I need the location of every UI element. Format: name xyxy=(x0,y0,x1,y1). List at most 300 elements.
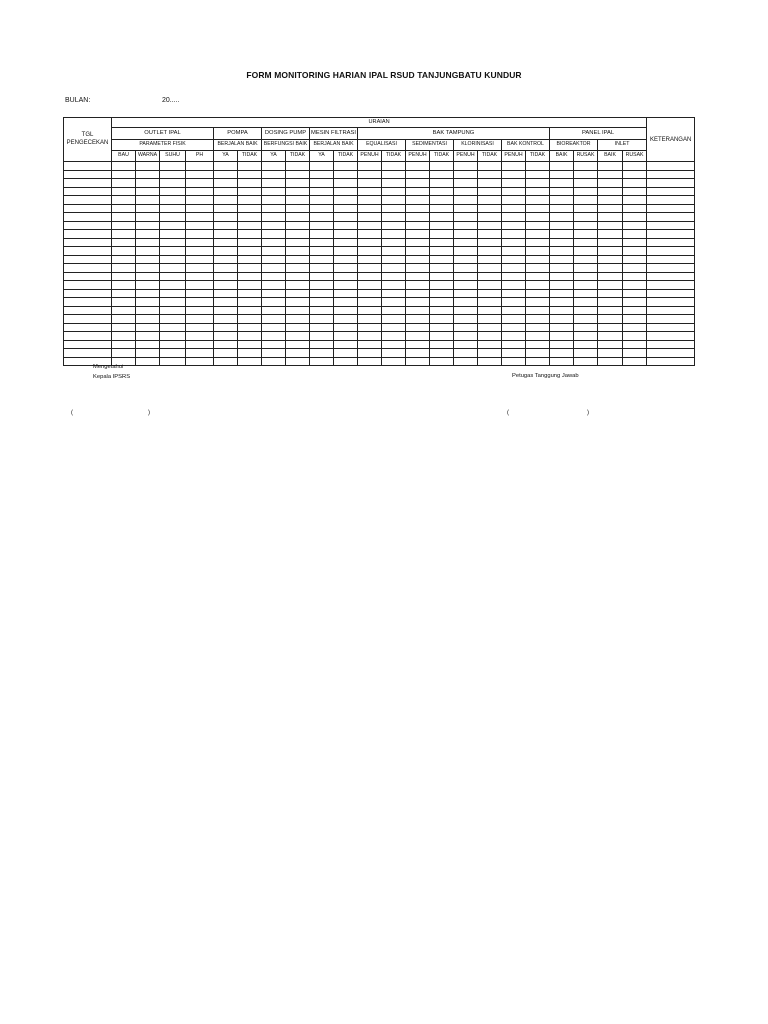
table-cell[interactable] xyxy=(526,196,550,205)
table-cell[interactable] xyxy=(334,162,358,171)
table-cell[interactable] xyxy=(310,179,334,188)
table-cell[interactable] xyxy=(598,349,623,358)
table-cell[interactable] xyxy=(358,162,382,171)
table-cell[interactable] xyxy=(64,298,112,307)
table-cell[interactable] xyxy=(310,340,334,349)
table-cell[interactable] xyxy=(214,255,238,264)
table-cell[interactable] xyxy=(623,272,647,281)
table-cell[interactable] xyxy=(502,306,526,315)
table-cell[interactable] xyxy=(310,238,334,247)
table-cell[interactable] xyxy=(478,204,502,213)
table-cell[interactable] xyxy=(647,340,695,349)
table-cell[interactable] xyxy=(526,162,550,171)
table-cell[interactable] xyxy=(526,170,550,179)
table-cell[interactable] xyxy=(238,323,262,332)
table-cell[interactable] xyxy=(112,221,136,230)
table-cell[interactable] xyxy=(430,323,454,332)
table-cell[interactable] xyxy=(112,315,136,324)
table-cell[interactable] xyxy=(262,340,286,349)
table-cell[interactable] xyxy=(574,340,598,349)
table-cell[interactable] xyxy=(310,221,334,230)
table-cell[interactable] xyxy=(478,264,502,273)
table-cell[interactable] xyxy=(334,221,358,230)
table-cell[interactable] xyxy=(647,264,695,273)
table-cell[interactable] xyxy=(598,213,623,222)
table-cell[interactable] xyxy=(238,289,262,298)
table-cell[interactable] xyxy=(382,272,406,281)
table-cell[interactable] xyxy=(647,196,695,205)
table-cell[interactable] xyxy=(382,349,406,358)
table-cell[interactable] xyxy=(310,264,334,273)
table-cell[interactable] xyxy=(136,179,160,188)
table-cell[interactable] xyxy=(454,170,478,179)
table-cell[interactable] xyxy=(550,255,574,264)
table-cell[interactable] xyxy=(430,221,454,230)
table-cell[interactable] xyxy=(310,272,334,281)
table-cell[interactable] xyxy=(334,340,358,349)
table-cell[interactable] xyxy=(64,289,112,298)
table-cell[interactable] xyxy=(262,323,286,332)
table-cell[interactable] xyxy=(186,298,214,307)
table-cell[interactable] xyxy=(574,221,598,230)
table-cell[interactable] xyxy=(64,196,112,205)
table-cell[interactable] xyxy=(550,170,574,179)
table-cell[interactable] xyxy=(262,204,286,213)
table-cell[interactable] xyxy=(406,315,430,324)
table-cell[interactable] xyxy=(286,162,310,171)
table-cell[interactable] xyxy=(430,306,454,315)
table-cell[interactable] xyxy=(334,306,358,315)
table-cell[interactable] xyxy=(214,196,238,205)
table-cell[interactable] xyxy=(598,315,623,324)
table-cell[interactable] xyxy=(358,255,382,264)
table-cell[interactable] xyxy=(454,187,478,196)
table-cell[interactable] xyxy=(526,187,550,196)
table-cell[interactable] xyxy=(502,357,526,366)
table-cell[interactable] xyxy=(186,213,214,222)
table-cell[interactable] xyxy=(574,238,598,247)
table-cell[interactable] xyxy=(574,230,598,239)
table-cell[interactable] xyxy=(334,357,358,366)
table-cell[interactable] xyxy=(214,179,238,188)
table-cell[interactable] xyxy=(358,187,382,196)
table-cell[interactable] xyxy=(406,357,430,366)
table-cell[interactable] xyxy=(647,204,695,213)
table-cell[interactable] xyxy=(286,323,310,332)
table-cell[interactable] xyxy=(160,213,186,222)
table-cell[interactable] xyxy=(502,315,526,324)
table-cell[interactable] xyxy=(550,230,574,239)
table-cell[interactable] xyxy=(262,238,286,247)
table-cell[interactable] xyxy=(334,255,358,264)
table-cell[interactable] xyxy=(623,264,647,273)
table-cell[interactable] xyxy=(406,162,430,171)
table-cell[interactable] xyxy=(430,255,454,264)
table-cell[interactable] xyxy=(214,315,238,324)
table-cell[interactable] xyxy=(478,298,502,307)
table-cell[interactable] xyxy=(310,298,334,307)
table-cell[interactable] xyxy=(623,179,647,188)
table-cell[interactable] xyxy=(136,238,160,247)
table-cell[interactable] xyxy=(454,306,478,315)
table-cell[interactable] xyxy=(64,349,112,358)
table-cell[interactable] xyxy=(406,264,430,273)
table-cell[interactable] xyxy=(310,281,334,290)
table-cell[interactable] xyxy=(310,170,334,179)
table-cell[interactable] xyxy=(214,247,238,256)
table-cell[interactable] xyxy=(214,332,238,341)
table-cell[interactable] xyxy=(406,213,430,222)
table-cell[interactable] xyxy=(430,349,454,358)
table-cell[interactable] xyxy=(136,247,160,256)
table-cell[interactable] xyxy=(186,349,214,358)
table-cell[interactable] xyxy=(502,204,526,213)
table-cell[interactable] xyxy=(286,281,310,290)
table-cell[interactable] xyxy=(598,289,623,298)
table-cell[interactable] xyxy=(623,332,647,341)
table-cell[interactable] xyxy=(526,221,550,230)
table-cell[interactable] xyxy=(262,170,286,179)
table-cell[interactable] xyxy=(430,162,454,171)
table-cell[interactable] xyxy=(623,238,647,247)
table-cell[interactable] xyxy=(112,289,136,298)
table-cell[interactable] xyxy=(186,264,214,273)
table-cell[interactable] xyxy=(186,255,214,264)
table-cell[interactable] xyxy=(64,315,112,324)
table-cell[interactable] xyxy=(136,340,160,349)
table-cell[interactable] xyxy=(454,315,478,324)
table-cell[interactable] xyxy=(186,272,214,281)
table-cell[interactable] xyxy=(574,349,598,358)
table-cell[interactable] xyxy=(623,230,647,239)
table-cell[interactable] xyxy=(623,221,647,230)
table-cell[interactable] xyxy=(64,323,112,332)
table-cell[interactable] xyxy=(238,315,262,324)
table-cell[interactable] xyxy=(136,349,160,358)
table-cell[interactable] xyxy=(550,264,574,273)
table-cell[interactable] xyxy=(502,264,526,273)
table-cell[interactable] xyxy=(430,332,454,341)
table-cell[interactable] xyxy=(112,230,136,239)
table-cell[interactable] xyxy=(526,238,550,247)
table-cell[interactable] xyxy=(454,289,478,298)
table-cell[interactable] xyxy=(574,323,598,332)
table-cell[interactable] xyxy=(502,170,526,179)
table-cell[interactable] xyxy=(454,204,478,213)
table-cell[interactable] xyxy=(358,196,382,205)
table-cell[interactable] xyxy=(186,204,214,213)
table-cell[interactable] xyxy=(430,204,454,213)
table-cell[interactable] xyxy=(478,255,502,264)
table-cell[interactable] xyxy=(574,315,598,324)
table-cell[interactable] xyxy=(64,204,112,213)
table-cell[interactable] xyxy=(382,323,406,332)
table-cell[interactable] xyxy=(186,162,214,171)
table-cell[interactable] xyxy=(214,221,238,230)
table-cell[interactable] xyxy=(358,247,382,256)
table-cell[interactable] xyxy=(238,230,262,239)
table-cell[interactable] xyxy=(112,170,136,179)
table-cell[interactable] xyxy=(478,230,502,239)
table-cell[interactable] xyxy=(186,315,214,324)
table-cell[interactable] xyxy=(623,306,647,315)
table-cell[interactable] xyxy=(647,298,695,307)
table-cell[interactable] xyxy=(214,289,238,298)
table-cell[interactable] xyxy=(598,162,623,171)
table-cell[interactable] xyxy=(478,357,502,366)
table-cell[interactable] xyxy=(310,332,334,341)
table-cell[interactable] xyxy=(238,213,262,222)
table-cell[interactable] xyxy=(502,289,526,298)
table-cell[interactable] xyxy=(526,298,550,307)
table-cell[interactable] xyxy=(502,213,526,222)
table-cell[interactable] xyxy=(160,332,186,341)
table-cell[interactable] xyxy=(186,187,214,196)
table-cell[interactable] xyxy=(550,162,574,171)
table-cell[interactable] xyxy=(502,272,526,281)
table-cell[interactable] xyxy=(382,170,406,179)
table-cell[interactable] xyxy=(112,298,136,307)
table-cell[interactable] xyxy=(286,221,310,230)
table-cell[interactable] xyxy=(574,170,598,179)
table-cell[interactable] xyxy=(502,298,526,307)
table-cell[interactable] xyxy=(454,264,478,273)
table-cell[interactable] xyxy=(334,272,358,281)
table-cell[interactable] xyxy=(550,298,574,307)
table-cell[interactable] xyxy=(136,332,160,341)
table-cell[interactable] xyxy=(430,196,454,205)
table-cell[interactable] xyxy=(647,306,695,315)
table-cell[interactable] xyxy=(526,264,550,273)
table-cell[interactable] xyxy=(598,255,623,264)
table-cell[interactable] xyxy=(598,298,623,307)
table-cell[interactable] xyxy=(478,221,502,230)
table-cell[interactable] xyxy=(334,230,358,239)
table-cell[interactable] xyxy=(262,179,286,188)
table-cell[interactable] xyxy=(238,204,262,213)
table-cell[interactable] xyxy=(334,187,358,196)
table-cell[interactable] xyxy=(160,357,186,366)
table-cell[interactable] xyxy=(574,204,598,213)
table-cell[interactable] xyxy=(262,357,286,366)
table-cell[interactable] xyxy=(382,281,406,290)
table-cell[interactable] xyxy=(454,221,478,230)
table-cell[interactable] xyxy=(334,264,358,273)
table-cell[interactable] xyxy=(160,162,186,171)
table-cell[interactable] xyxy=(502,196,526,205)
table-cell[interactable] xyxy=(478,238,502,247)
table-cell[interactable] xyxy=(454,340,478,349)
table-cell[interactable] xyxy=(478,323,502,332)
table-cell[interactable] xyxy=(112,272,136,281)
table-cell[interactable] xyxy=(550,306,574,315)
table-cell[interactable] xyxy=(526,247,550,256)
table-cell[interactable] xyxy=(136,170,160,179)
table-cell[interactable] xyxy=(526,332,550,341)
table-cell[interactable] xyxy=(406,238,430,247)
table-cell[interactable] xyxy=(478,281,502,290)
table-cell[interactable] xyxy=(550,349,574,358)
table-cell[interactable] xyxy=(286,315,310,324)
table-cell[interactable] xyxy=(598,247,623,256)
table-cell[interactable] xyxy=(358,349,382,358)
table-cell[interactable] xyxy=(136,264,160,273)
table-cell[interactable] xyxy=(160,272,186,281)
table-cell[interactable] xyxy=(454,349,478,358)
table-cell[interactable] xyxy=(262,187,286,196)
table-cell[interactable] xyxy=(214,272,238,281)
table-cell[interactable] xyxy=(186,357,214,366)
table-cell[interactable] xyxy=(64,179,112,188)
table-cell[interactable] xyxy=(238,255,262,264)
table-cell[interactable] xyxy=(214,306,238,315)
table-cell[interactable] xyxy=(286,349,310,358)
table-cell[interactable] xyxy=(623,162,647,171)
table-cell[interactable] xyxy=(406,247,430,256)
table-cell[interactable] xyxy=(358,204,382,213)
table-cell[interactable] xyxy=(136,306,160,315)
table-cell[interactable] xyxy=(526,281,550,290)
table-cell[interactable] xyxy=(526,204,550,213)
table-cell[interactable] xyxy=(112,332,136,341)
table-cell[interactable] xyxy=(550,179,574,188)
table-cell[interactable] xyxy=(214,357,238,366)
table-cell[interactable] xyxy=(186,221,214,230)
table-cell[interactable] xyxy=(454,272,478,281)
table-cell[interactable] xyxy=(526,255,550,264)
table-cell[interactable] xyxy=(262,196,286,205)
table-cell[interactable] xyxy=(214,281,238,290)
table-cell[interactable] xyxy=(112,196,136,205)
table-cell[interactable] xyxy=(238,272,262,281)
table-cell[interactable] xyxy=(136,187,160,196)
table-cell[interactable] xyxy=(214,323,238,332)
table-cell[interactable] xyxy=(430,179,454,188)
table-cell[interactable] xyxy=(647,247,695,256)
table-cell[interactable] xyxy=(286,340,310,349)
table-cell[interactable] xyxy=(406,230,430,239)
table-cell[interactable] xyxy=(647,187,695,196)
table-cell[interactable] xyxy=(598,357,623,366)
table-cell[interactable] xyxy=(238,170,262,179)
table-cell[interactable] xyxy=(454,332,478,341)
table-cell[interactable] xyxy=(64,230,112,239)
table-cell[interactable] xyxy=(382,255,406,264)
table-cell[interactable] xyxy=(574,332,598,341)
table-cell[interactable] xyxy=(310,289,334,298)
table-cell[interactable] xyxy=(574,187,598,196)
table-cell[interactable] xyxy=(358,281,382,290)
table-cell[interactable] xyxy=(526,230,550,239)
table-cell[interactable] xyxy=(623,247,647,256)
table-cell[interactable] xyxy=(64,247,112,256)
table-cell[interactable] xyxy=(64,221,112,230)
table-cell[interactable] xyxy=(647,357,695,366)
table-cell[interactable] xyxy=(598,264,623,273)
table-cell[interactable] xyxy=(430,170,454,179)
table-cell[interactable] xyxy=(238,221,262,230)
table-cell[interactable] xyxy=(550,332,574,341)
table-cell[interactable] xyxy=(598,204,623,213)
table-cell[interactable] xyxy=(598,221,623,230)
table-cell[interactable] xyxy=(526,340,550,349)
table-cell[interactable] xyxy=(186,170,214,179)
table-cell[interactable] xyxy=(358,340,382,349)
table-cell[interactable] xyxy=(238,264,262,273)
table-cell[interactable] xyxy=(647,255,695,264)
table-cell[interactable] xyxy=(623,340,647,349)
table-cell[interactable] xyxy=(574,162,598,171)
table-cell[interactable] xyxy=(214,230,238,239)
table-cell[interactable] xyxy=(430,230,454,239)
table-cell[interactable] xyxy=(186,196,214,205)
table-cell[interactable] xyxy=(112,204,136,213)
table-cell[interactable] xyxy=(478,187,502,196)
table-cell[interactable] xyxy=(550,213,574,222)
table-cell[interactable] xyxy=(382,213,406,222)
table-cell[interactable] xyxy=(550,357,574,366)
table-cell[interactable] xyxy=(358,332,382,341)
table-cell[interactable] xyxy=(382,221,406,230)
table-cell[interactable] xyxy=(478,315,502,324)
table-cell[interactable] xyxy=(502,238,526,247)
table-cell[interactable] xyxy=(598,179,623,188)
table-cell[interactable] xyxy=(382,162,406,171)
table-cell[interactable] xyxy=(550,289,574,298)
table-cell[interactable] xyxy=(286,332,310,341)
table-cell[interactable] xyxy=(406,196,430,205)
table-cell[interactable] xyxy=(186,289,214,298)
table-cell[interactable] xyxy=(478,170,502,179)
table-cell[interactable] xyxy=(186,247,214,256)
table-cell[interactable] xyxy=(214,204,238,213)
table-cell[interactable] xyxy=(550,315,574,324)
table-cell[interactable] xyxy=(160,289,186,298)
table-cell[interactable] xyxy=(334,315,358,324)
table-cell[interactable] xyxy=(550,340,574,349)
table-cell[interactable] xyxy=(406,349,430,358)
table-cell[interactable] xyxy=(286,179,310,188)
table-cell[interactable] xyxy=(136,315,160,324)
table-cell[interactable] xyxy=(647,221,695,230)
table-cell[interactable] xyxy=(262,255,286,264)
table-cell[interactable] xyxy=(238,357,262,366)
table-cell[interactable] xyxy=(310,187,334,196)
table-cell[interactable] xyxy=(526,357,550,366)
table-cell[interactable] xyxy=(406,298,430,307)
table-cell[interactable] xyxy=(382,247,406,256)
table-cell[interactable] xyxy=(286,187,310,196)
table-cell[interactable] xyxy=(310,315,334,324)
table-cell[interactable] xyxy=(382,306,406,315)
table-cell[interactable] xyxy=(214,187,238,196)
table-cell[interactable] xyxy=(136,255,160,264)
table-cell[interactable] xyxy=(112,247,136,256)
table-cell[interactable] xyxy=(112,306,136,315)
table-cell[interactable] xyxy=(574,289,598,298)
table-cell[interactable] xyxy=(160,230,186,239)
table-cell[interactable] xyxy=(598,272,623,281)
table-cell[interactable] xyxy=(214,170,238,179)
table-cell[interactable] xyxy=(160,187,186,196)
table-cell[interactable] xyxy=(502,221,526,230)
table-cell[interactable] xyxy=(478,340,502,349)
table-cell[interactable] xyxy=(238,332,262,341)
table-cell[interactable] xyxy=(502,281,526,290)
table-cell[interactable] xyxy=(214,213,238,222)
table-cell[interactable] xyxy=(160,281,186,290)
table-cell[interactable] xyxy=(550,281,574,290)
